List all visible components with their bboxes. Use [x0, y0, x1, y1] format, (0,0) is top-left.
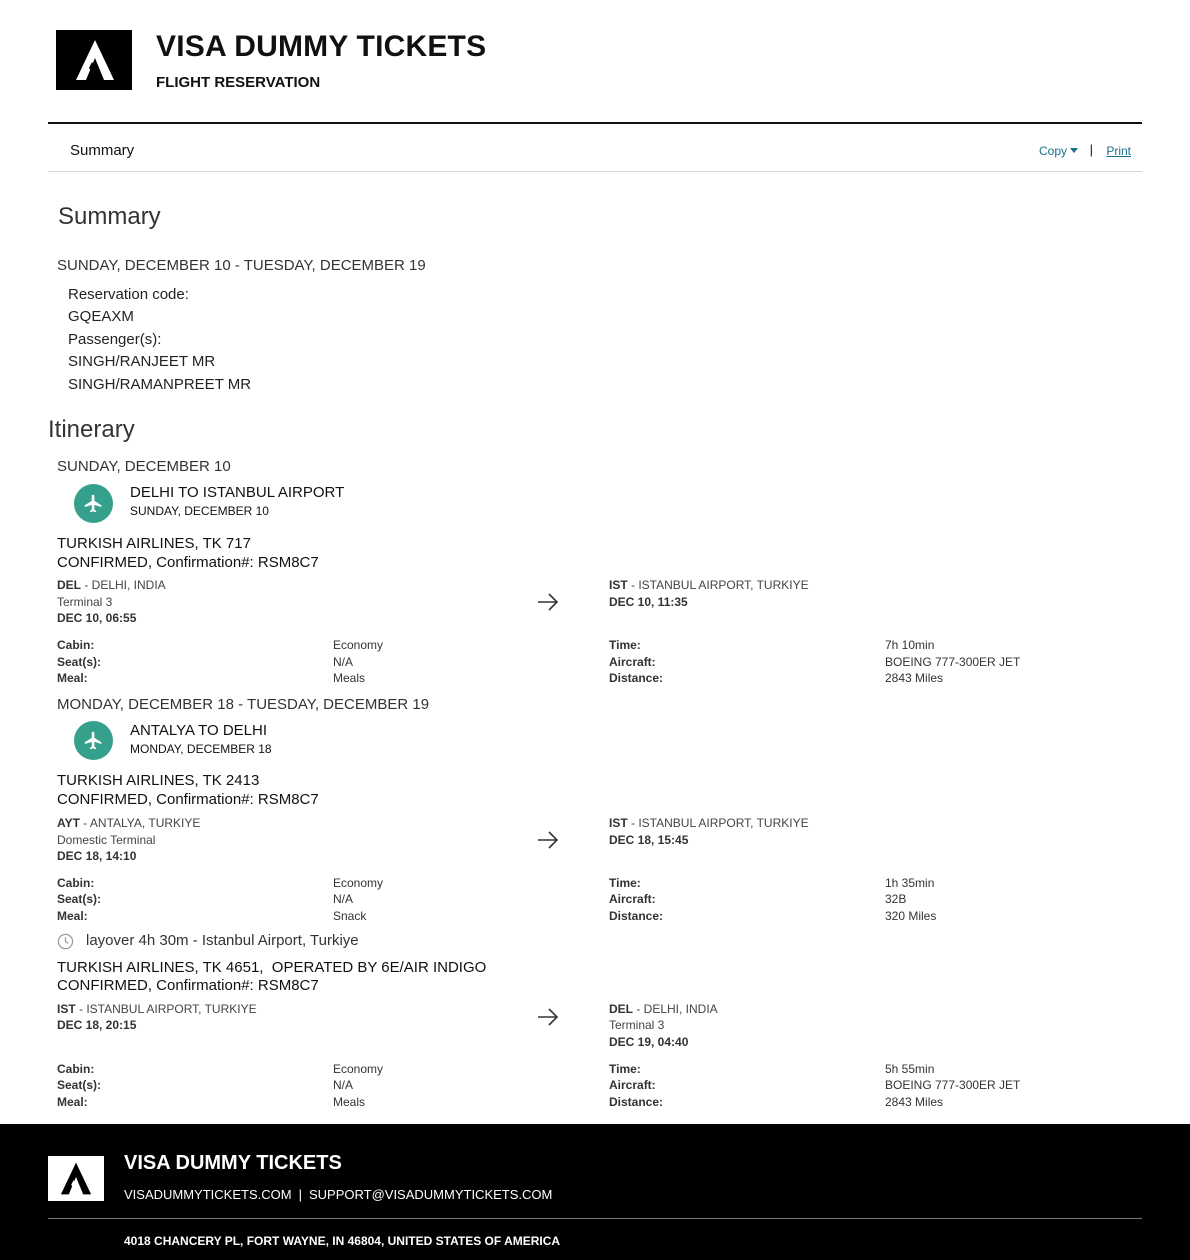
copy-dropdown-button[interactable] — [1039, 144, 1078, 158]
aircraft-label: Aircraft: — [609, 655, 656, 669]
aircraft-value: 32B — [885, 892, 907, 906]
footer-logo — [48, 1156, 104, 1201]
brand-logo — [56, 30, 132, 90]
time-value: 1h 35min — [885, 876, 935, 890]
arrival-airport: DEL - DELHI, INDIA — [609, 1002, 718, 1016]
toolbar — [48, 124, 1142, 172]
airplane-icon — [83, 493, 104, 514]
footer-brand: VISA DUMMY TICKETS — [124, 1152, 342, 1174]
aircraft-value: BOEING 777-300ER JET — [885, 655, 1021, 669]
departure-datetime: DEC 18, 14:10 — [57, 849, 137, 863]
departure-airport: IST - ISTANBUL AIRPORT, TURKIYE — [57, 1002, 257, 1016]
meal-label: Meal: — [57, 909, 88, 923]
aircraft-label: Aircraft: — [609, 1078, 656, 1092]
itinerary-heading: Itinerary — [48, 416, 135, 443]
aircraft-value: BOEING 777-300ER JET — [885, 1078, 1021, 1092]
airline-flight: TURKISH AIRLINES, TK 717 — [57, 535, 251, 552]
footer-contact — [124, 1187, 552, 1202]
departure-airport: AYT - ANTALYA, TURKIYE — [57, 816, 201, 830]
distance-value: 2843 Miles — [885, 671, 944, 685]
summary-heading: Summary — [58, 203, 161, 230]
cabin-value: Economy — [333, 1062, 384, 1076]
footer-divider — [48, 1218, 1142, 1219]
time-value: 7h 10min — [885, 638, 935, 652]
leg-day-header: SUNDAY, DECEMBER 10 — [57, 458, 231, 475]
passenger-name: SINGH/RAMANPREET MR — [68, 376, 252, 393]
flight-badge — [74, 484, 113, 523]
footer-address: 4018 CHANCERY PL, FORT WAYNE, IN 46804, UNITED STATES OF AMERICA — [124, 1234, 561, 1248]
arrival-datetime: DEC 19, 04:40 — [609, 1035, 689, 1049]
cabin-value: Economy — [333, 876, 384, 890]
confirmation-status: CONFIRMED, Confirmation#: RSM8C7 — [57, 977, 319, 994]
arrival-datetime: DEC 18, 15:45 — [609, 833, 689, 847]
arrow-right-icon — [537, 831, 559, 849]
distance-label: Distance: — [609, 1095, 664, 1109]
footer-email-link[interactable]: SUPPORT@VISADUMMYTICKETS.COM — [308, 1187, 553, 1202]
flight-badge — [74, 721, 113, 760]
seats-label: Seat(s): — [57, 655, 102, 669]
route-title: DELHI TO ISTANBUL AIRPORT — [130, 484, 345, 501]
meal-value: Meals — [333, 671, 366, 685]
time-label: Time: — [609, 876, 641, 890]
distance-value: 320 Miles — [885, 909, 937, 923]
meal-label: Meal: — [57, 1095, 88, 1109]
brand-title: VISA DUMMY TICKETS — [156, 30, 487, 63]
airline-flight: TURKISH AIRLINES, TK 4651, OPERATED BY 6E/AIR INDIGO — [57, 959, 487, 976]
reservation-code-label: Reservation code: — [68, 286, 189, 303]
time-label: Time: — [609, 1062, 641, 1076]
arrival-datetime: DEC 10, 11:35 — [609, 595, 688, 609]
toolbar-separator: | — [1089, 142, 1093, 157]
arrival-airport: IST - ISTANBUL AIRPORT, TURKIYE — [609, 816, 809, 830]
distance-label: Distance: — [609, 671, 664, 685]
seats-value: N/A — [333, 1078, 354, 1092]
time-label: Time: — [609, 638, 641, 652]
airline-flight: TURKISH AIRLINES, TK 2413 — [57, 772, 260, 789]
arrival-airport: IST - ISTANBUL AIRPORT, TURKIYE — [609, 578, 809, 592]
footer-website-link[interactable]: VISADUMMYTICKETS.COM — [124, 1187, 292, 1202]
seats-value: N/A — [333, 892, 354, 906]
cabin-value: Economy — [333, 638, 384, 652]
seats-label: Seat(s): — [57, 1078, 102, 1092]
print-link[interactable]: Print — [1106, 144, 1131, 158]
arrival-terminal: Terminal 3 — [609, 1018, 665, 1032]
route-date: SUNDAY, DECEMBER 10 — [130, 504, 269, 518]
seats-value: N/A — [333, 655, 354, 669]
meal-value: Snack — [333, 909, 367, 923]
meal-value: Meals — [333, 1095, 366, 1109]
cabin-label: Cabin: — [57, 638, 95, 652]
tab-summary[interactable]: Summary — [70, 142, 135, 159]
route-title: ANTALYA TO DELHI — [130, 722, 267, 739]
footer-separator: | — [298, 1187, 302, 1202]
route-date: MONDAY, DECEMBER 18 — [130, 742, 272, 756]
copy-label: Copy — [1038, 144, 1067, 158]
aircraft-label: Aircraft: — [609, 892, 656, 906]
reservation-code: GQEAXM — [68, 308, 134, 325]
confirmation-status: CONFIRMED, Confirmation#: RSM8C7 — [57, 791, 319, 808]
passengers-label: Passenger(s): — [68, 331, 162, 348]
arrow-right-icon — [537, 593, 559, 611]
passenger-name: SINGH/RANJEET MR — [68, 353, 216, 370]
departure-datetime: DEC 18, 20:15 — [57, 1018, 137, 1032]
departure-datetime: DEC 10, 06:55 — [57, 611, 137, 625]
cabin-label: Cabin: — [57, 1062, 95, 1076]
brand-logo-icon — [74, 38, 116, 82]
departure-terminal: Terminal 3 — [57, 595, 113, 609]
meal-label: Meal: — [57, 671, 88, 685]
departure-terminal: Domestic Terminal — [57, 833, 156, 847]
departure-airport: DEL - DELHI, INDIA — [57, 578, 166, 592]
seats-label: Seat(s): — [57, 892, 102, 906]
clock-icon — [57, 933, 74, 950]
airplane-icon — [83, 730, 104, 751]
summary-dates: SUNDAY, DECEMBER 10 - TUESDAY, DECEMBER 19 — [57, 257, 426, 274]
time-value: 5h 55min — [885, 1062, 935, 1076]
brand-logo-icon — [59, 1161, 93, 1196]
cabin-label: Cabin: — [57, 876, 95, 890]
caret-down-icon — [1070, 148, 1078, 153]
leg-day-header: MONDAY, DECEMBER 18 - TUESDAY, DECEMBER 19 — [57, 696, 430, 713]
arrow-right-icon — [537, 1008, 559, 1026]
document-subtitle: FLIGHT RESERVATION — [156, 74, 321, 91]
layover-text: layover 4h 30m - Istanbul Airport, Turkiye — [86, 932, 359, 949]
document-footer — [0, 1124, 1190, 1260]
confirmation-status: CONFIRMED, Confirmation#: RSM8C7 — [57, 554, 319, 571]
distance-label: Distance: — [609, 909, 664, 923]
document-header — [56, 30, 1142, 125]
distance-value: 2843 Miles — [885, 1095, 944, 1109]
